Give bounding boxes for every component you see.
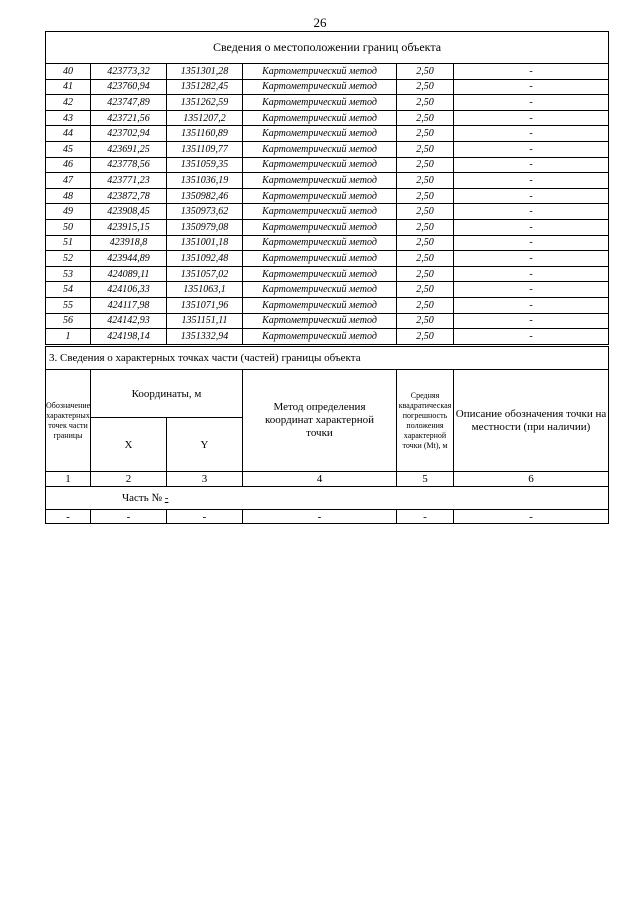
- point-number-cell: 42: [46, 95, 91, 111]
- page-number: 26: [313, 15, 327, 30]
- point-number-cell: 48: [46, 188, 91, 204]
- table-row: [46, 157, 609, 173]
- y-coordinate-cell: 1350979,08: [167, 219, 243, 235]
- mean-error-cell: 2,50: [397, 235, 454, 251]
- x-coordinate-cell: 423747,89: [91, 95, 167, 111]
- point-number-cell: 1: [46, 329, 91, 345]
- section-heading: 3. Сведения о характерных точках части (частей) границы объекта: [46, 347, 609, 370]
- point-number-cell: 46: [46, 157, 91, 173]
- mean-error-cell: 2,50: [397, 173, 454, 189]
- mean-error-cell: 2,50: [397, 204, 454, 220]
- description-cell: -: [454, 157, 609, 173]
- y-coordinate-cell: 1350973,62: [167, 204, 243, 220]
- method-cell: Картометрический метод: [243, 141, 397, 157]
- method-cell: Картометрический метод: [243, 157, 397, 173]
- point-number-cell: 44: [46, 126, 91, 142]
- table-row: [46, 79, 609, 95]
- x-coordinate-cell: 423691,25: [91, 141, 167, 157]
- description-cell: -: [454, 173, 609, 189]
- point-number-cell: 40: [46, 64, 91, 80]
- mean-error-cell: 2,50: [397, 110, 454, 126]
- point-number-cell: 41: [46, 79, 91, 95]
- column-number: 5: [397, 472, 454, 487]
- header-coordinates: Координаты, м: [91, 370, 243, 418]
- description-cell: -: [454, 266, 609, 282]
- header-description: Описание обозначения точки на местности (при наличии): [454, 370, 609, 472]
- method-cell: Картометрический метод: [243, 188, 397, 204]
- point-number-cell: 53: [46, 266, 91, 282]
- point-number-cell: 56: [46, 313, 91, 329]
- column-number: 6: [454, 472, 609, 487]
- table-row: [46, 110, 609, 126]
- column-number-row: [46, 472, 609, 487]
- x-coordinate-cell: 424142,93: [91, 313, 167, 329]
- method-cell: Картометрический метод: [243, 313, 397, 329]
- mean-error-cell: 2,50: [397, 126, 454, 142]
- x-coordinate-cell: 423771,23: [91, 173, 167, 189]
- table-row: [46, 251, 609, 267]
- table-title-row: [46, 32, 609, 64]
- x-coordinate-cell: 424089,11: [91, 266, 167, 282]
- header-method: Метод определения координат характерной точки: [243, 370, 397, 472]
- column-number: 4: [243, 472, 397, 487]
- description-cell: -: [454, 329, 609, 345]
- description-cell: -: [454, 219, 609, 235]
- description-cell: -: [454, 297, 609, 313]
- point-number-cell: 49: [46, 204, 91, 220]
- description-cell: -: [454, 95, 609, 111]
- method-cell: Картометрический метод: [243, 282, 397, 298]
- y-coordinate-cell: 1351036,19: [167, 173, 243, 189]
- header-x: X: [91, 418, 167, 472]
- mean-error-cell: 2,50: [397, 219, 454, 235]
- x-coordinate-cell: 424117,98: [91, 297, 167, 313]
- method-cell: Картометрический метод: [243, 266, 397, 282]
- header-point-designation: Обозначение характерных точек части границы: [46, 370, 91, 472]
- table-row: [46, 64, 609, 80]
- dash-cell: -: [454, 510, 609, 524]
- y-coordinate-cell: 1350982,46: [167, 188, 243, 204]
- mean-error-cell: 2,50: [397, 157, 454, 173]
- part-cell: [46, 487, 609, 510]
- point-number-cell: 45: [46, 141, 91, 157]
- method-cell: Картометрический метод: [243, 126, 397, 142]
- method-cell: Картометрический метод: [243, 219, 397, 235]
- method-cell: Картометрический метод: [243, 95, 397, 111]
- table-row: [46, 95, 609, 111]
- boundary-location-table: [45, 31, 609, 345]
- y-coordinate-cell: 1351151,11: [167, 313, 243, 329]
- mean-error-cell: 2,50: [397, 329, 454, 345]
- mean-error-cell: 2,50: [397, 251, 454, 267]
- mean-error-cell: 2,50: [397, 266, 454, 282]
- x-coordinate-cell: 423760,94: [91, 79, 167, 95]
- point-number-cell: 47: [46, 173, 91, 189]
- description-cell: -: [454, 110, 609, 126]
- description-cell: -: [454, 188, 609, 204]
- table-row: [46, 235, 609, 251]
- dash-cell: -: [243, 510, 397, 524]
- table-row: [46, 204, 609, 220]
- y-coordinate-cell: 1351332,94: [167, 329, 243, 345]
- part-points-table: [45, 346, 609, 524]
- y-coordinate-cell: 1351071,96: [167, 297, 243, 313]
- method-cell: Картометрический метод: [243, 235, 397, 251]
- table-title: Сведения о местоположении границ объекта: [46, 32, 609, 64]
- header-row-top: [46, 370, 609, 418]
- dash-cell: -: [397, 510, 454, 524]
- mean-error-cell: 2,50: [397, 313, 454, 329]
- x-coordinate-cell: 423702,94: [91, 126, 167, 142]
- description-cell: -: [454, 64, 609, 80]
- y-coordinate-cell: 1351092,48: [167, 251, 243, 267]
- table-row: [46, 313, 609, 329]
- part-label: Часть №: [122, 492, 162, 504]
- y-coordinate-cell: 1351109,77: [167, 141, 243, 157]
- y-coordinate-cell: 1351063,1: [167, 282, 243, 298]
- mean-error-cell: 2,50: [397, 188, 454, 204]
- method-cell: Картометрический метод: [243, 79, 397, 95]
- x-coordinate-cell: 423915,15: [91, 219, 167, 235]
- mean-error-cell: 2,50: [397, 64, 454, 80]
- y-coordinate-cell: 1351160,89: [167, 126, 243, 142]
- section-heading-row: [46, 347, 609, 370]
- point-number-cell: 43: [46, 110, 91, 126]
- header-y: Y: [167, 418, 243, 472]
- x-coordinate-cell: 424198,14: [91, 329, 167, 345]
- column-number: 2: [91, 472, 167, 487]
- x-coordinate-cell: 423778,56: [91, 157, 167, 173]
- x-coordinate-cell: 423773,32: [91, 64, 167, 80]
- table-row: [46, 266, 609, 282]
- dash-cell: -: [91, 510, 167, 524]
- method-cell: Картометрический метод: [243, 204, 397, 220]
- table-row: [46, 297, 609, 313]
- description-cell: -: [454, 282, 609, 298]
- description-cell: -: [454, 141, 609, 157]
- y-coordinate-cell: 1351207,2: [167, 110, 243, 126]
- y-coordinate-cell: 1351301,28: [167, 64, 243, 80]
- x-coordinate-cell: 423908,45: [91, 204, 167, 220]
- point-number-cell: 50: [46, 219, 91, 235]
- table-row: [46, 282, 609, 298]
- table-row: [46, 329, 609, 345]
- table-row: [46, 141, 609, 157]
- mean-error-cell: 2,50: [397, 141, 454, 157]
- header-mean-error: Средняя квадратическая погрешность положения характерной точки (Mt), м: [397, 370, 454, 472]
- description-cell: -: [454, 126, 609, 142]
- y-coordinate-cell: 1351059,35: [167, 157, 243, 173]
- y-coordinate-cell: 1351262,59: [167, 95, 243, 111]
- description-cell: -: [454, 251, 609, 267]
- point-number-cell: 55: [46, 297, 91, 313]
- y-coordinate-cell: 1351282,45: [167, 79, 243, 95]
- mean-error-cell: 2,50: [397, 282, 454, 298]
- table-row: [46, 173, 609, 189]
- table-row: [46, 126, 609, 142]
- dash-cell: -: [46, 510, 91, 524]
- mean-error-cell: 2,50: [397, 95, 454, 111]
- description-cell: -: [454, 313, 609, 329]
- point-number-cell: 51: [46, 235, 91, 251]
- table-row: [46, 188, 609, 204]
- x-coordinate-cell: 423872,78: [91, 188, 167, 204]
- y-coordinate-cell: 1351057,02: [167, 266, 243, 282]
- x-coordinate-cell: 423918,8: [91, 235, 167, 251]
- table-row: [46, 219, 609, 235]
- y-coordinate-cell: 1351001,18: [167, 235, 243, 251]
- method-cell: Картометрический метод: [243, 64, 397, 80]
- description-cell: -: [454, 79, 609, 95]
- method-cell: Картометрический метод: [243, 173, 397, 189]
- description-cell: -: [454, 235, 609, 251]
- mean-error-cell: 2,50: [397, 79, 454, 95]
- method-cell: Картометрический метод: [243, 297, 397, 313]
- column-number: 3: [167, 472, 243, 487]
- mean-error-cell: 2,50: [397, 297, 454, 313]
- part-value: -: [164, 492, 169, 504]
- point-number-cell: 52: [46, 251, 91, 267]
- method-cell: Картометрический метод: [243, 110, 397, 126]
- x-coordinate-cell: 423944,89: [91, 251, 167, 267]
- dash-cell: -: [167, 510, 243, 524]
- method-cell: Картометрический метод: [243, 329, 397, 345]
- description-cell: -: [454, 204, 609, 220]
- part-row: [46, 487, 609, 510]
- point-number-cell: 54: [46, 282, 91, 298]
- column-number: 1: [46, 472, 91, 487]
- x-coordinate-cell: 423721,56: [91, 110, 167, 126]
- x-coordinate-cell: 424106,33: [91, 282, 167, 298]
- method-cell: Картометрический метод: [243, 251, 397, 267]
- dash-row: [46, 510, 609, 524]
